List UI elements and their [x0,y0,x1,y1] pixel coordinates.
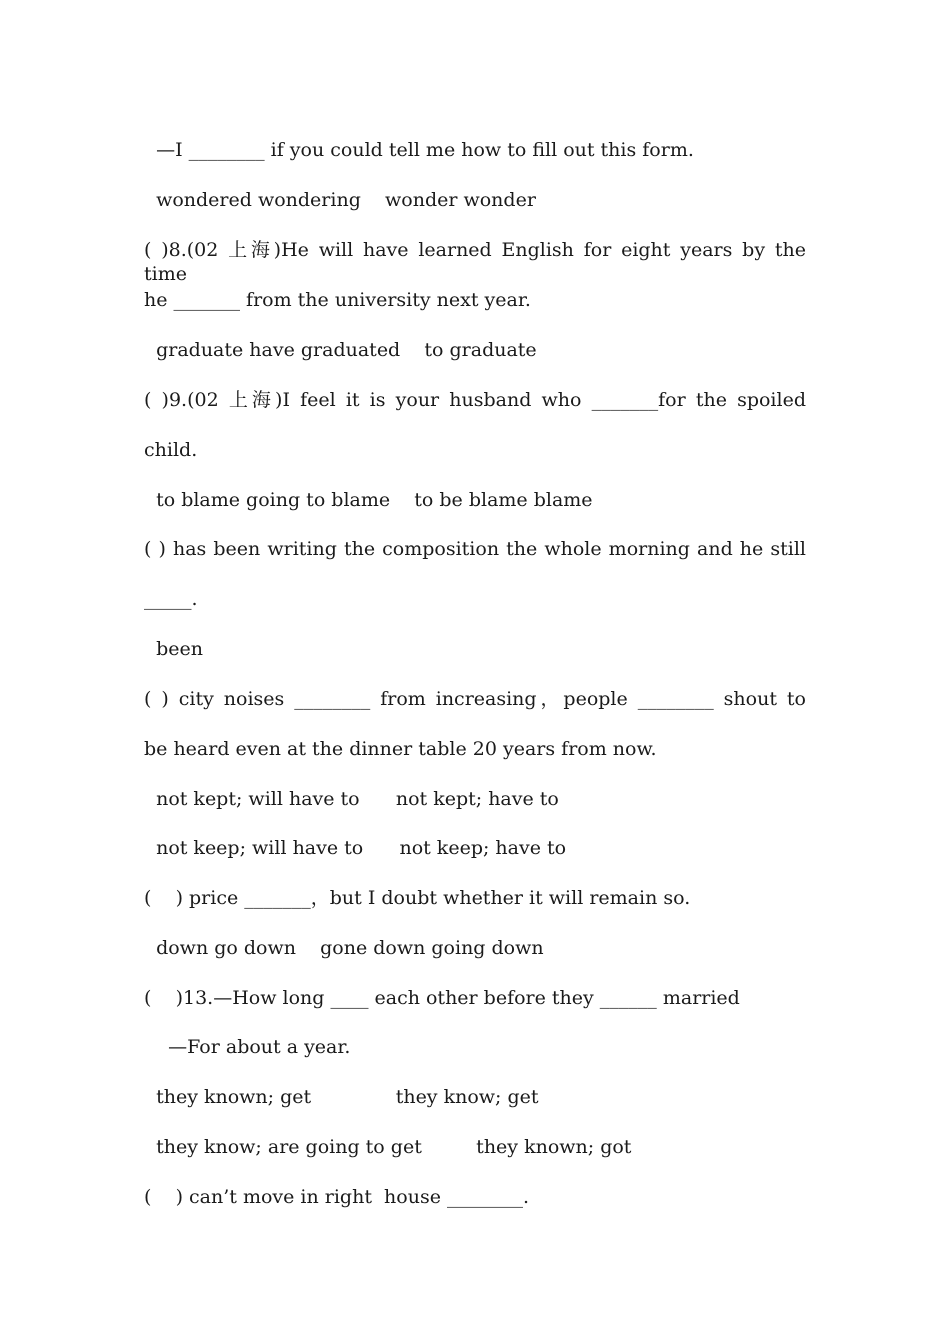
options-line: not keep; will have to not keep; have to [144,837,567,859]
question-continuation: be heard even at the dinner table 20 years from now. [144,738,657,760]
options-line: been [144,638,203,660]
options-line: down go down gone down going down [144,937,544,959]
options-line: they known; get they know; get [144,1086,539,1108]
question-line: ( ) has been writing the composition the whole morning and he still [144,538,806,560]
question-8-continuation: he _______ from the university next year. [144,289,531,311]
answer-dialogue-line: —For about a year. [144,1036,351,1058]
question-9-line: ( )9.(02 上海)I feel it is your husband who _______for the spoiled [144,389,806,411]
question-line: ( ) can’t move in right house ________. [144,1186,530,1208]
question-line: ( ) city noises ________ from increasing，people ________ shout to [144,688,806,710]
question-line: ( ) price _______，but I doubt whether it will remain so. [144,887,691,909]
options-line: they know; are going to get they known; got [144,1136,632,1158]
options-line: to blame going to blame to be blame blame [144,489,593,511]
answer-dialogue-line: —I ________ if you could tell me how to fill out this form. [144,139,694,161]
options-line: not kept; will have to not kept; have to [144,788,559,810]
options-line: wondered wondering wonder wonder [144,189,536,211]
question-continuation: _____. [144,588,198,610]
question-13-line: ( )13.—How long ____ each other before they ______ married [144,987,740,1009]
question-9-continuation: child. [144,439,198,461]
options-line: graduate have graduated to graduate [144,339,537,361]
question-8-line: ( )8.(02 上海)He will have learned English for eight years by the time [144,239,806,285]
